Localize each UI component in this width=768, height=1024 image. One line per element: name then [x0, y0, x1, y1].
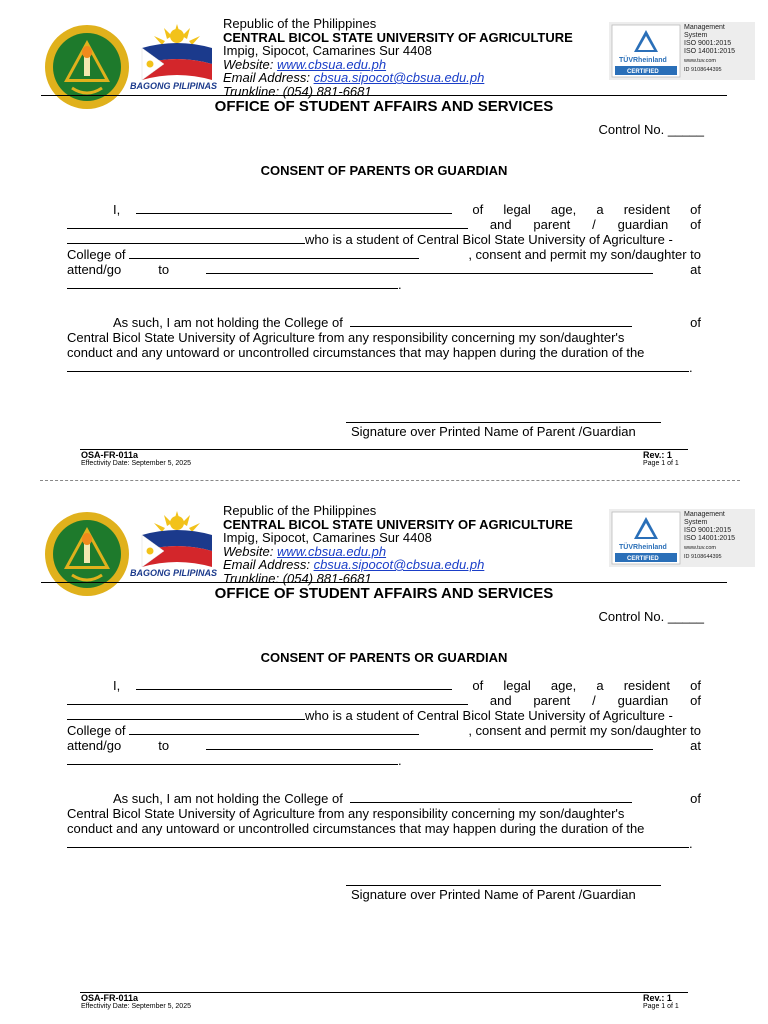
tuv-line4: ISO 14001:2015	[684, 535, 735, 542]
tuv-brand: TÜVRheinland	[619, 57, 667, 64]
consent-text: , consent and permit my son/daughter to	[468, 723, 701, 738]
tuv-line2: System	[684, 519, 708, 526]
consent-form-copy-1	[0, 0, 768, 480]
effectivity-date: Effectivity Date: September 5, 2025	[81, 1003, 191, 1010]
republic-text: Republic of the Philippines	[223, 503, 377, 518]
tuv-line3: ISO 9001:2015	[684, 40, 732, 47]
location-field[interactable]	[67, 277, 398, 289]
tuv-line1: Management	[684, 511, 725, 518]
website-label: Website:	[223, 543, 277, 559]
signature-line[interactable]	[346, 885, 661, 886]
student-name-field[interactable]	[67, 708, 305, 720]
word: resident	[623, 202, 670, 217]
word: age,	[550, 202, 577, 217]
body-line-9: conduct and any untoward or uncontrolled circumstances that may happen during the duration of the	[67, 821, 645, 836]
control-number[interactable]: Control No. _____	[598, 609, 704, 624]
website-label: Website:	[223, 56, 277, 72]
republic-text: Republic of the Philippines	[223, 16, 377, 31]
revision: Rev.: 1	[643, 993, 672, 1003]
body-line-7	[113, 791, 701, 806]
tuv-certified: CERTIFIED	[627, 556, 659, 562]
body-line-10	[67, 836, 693, 851]
website-link[interactable]: www.cbsua.edu.ph	[276, 543, 387, 559]
tuv-line6: ID 9108644395	[684, 553, 722, 560]
to-label: to	[158, 262, 170, 277]
word: of	[472, 202, 484, 217]
residence-field[interactable]	[67, 693, 468, 705]
word: and	[489, 693, 512, 708]
body-line-2	[67, 217, 701, 232]
word-i: I,	[113, 202, 121, 217]
word: of	[690, 678, 701, 693]
residence-field[interactable]	[67, 217, 468, 229]
word-i: I,	[113, 678, 121, 693]
word: of	[690, 315, 701, 330]
tuv-line4: ISO 14001:2015	[684, 48, 735, 55]
period: .	[689, 360, 693, 375]
parent-name-field[interactable]	[136, 678, 452, 690]
header-rule	[41, 95, 727, 96]
tuv-line2: System	[684, 32, 708, 39]
website-link[interactable]: www.cbsua.edu.ph	[276, 56, 387, 72]
email-label: Email Address:	[223, 557, 314, 572]
university-name: CENTRAL BICOL STATE UNIVERSITY OF AGRICULTURE	[223, 29, 573, 45]
revision: Rev.: 1	[643, 450, 672, 460]
page-number: Page 1 of 1	[643, 460, 679, 467]
signature-caption: Signature over Printed Name of Parent /Guardian	[351, 887, 636, 902]
body-line-5	[67, 738, 701, 753]
letterhead	[223, 504, 573, 585]
address-text: Impig, Sipocot, Camarines Sur 4408	[223, 43, 432, 58]
word: parent	[533, 217, 571, 232]
body-line-6	[67, 277, 402, 292]
word: age,	[550, 678, 577, 693]
college-field[interactable]	[129, 247, 419, 259]
college-field-2[interactable]	[350, 315, 632, 327]
tuv-brand: TÜVRheinland	[619, 544, 667, 551]
consent-text: , consent and permit my son/daughter to	[468, 247, 701, 262]
trunkline-text: Trunkline: (054) 881-6681	[223, 83, 372, 99]
signature-line[interactable]	[346, 422, 661, 423]
word: legal	[503, 678, 531, 693]
period: .	[689, 836, 693, 851]
tuv-line3: ISO 9001:2015	[684, 527, 732, 534]
word: parent	[533, 693, 571, 708]
body-line-5	[67, 262, 701, 277]
email-label: Email Address:	[223, 70, 314, 85]
word: /	[592, 693, 596, 708]
header-rule	[41, 582, 727, 583]
body-line-4	[67, 723, 701, 738]
attend-label: attend/go	[67, 738, 122, 753]
college-field[interactable]	[129, 723, 419, 735]
trunkline-text: Trunkline: (054) 881-6681	[223, 570, 372, 586]
word: of	[690, 693, 701, 708]
body-line-8: Central Bicol State University of Agriculture from any responsibility concerning my son/daughter's	[67, 330, 625, 345]
to-label: to	[158, 738, 170, 753]
bagong-pilipinas-label: BAGONG PILIPINAS	[130, 81, 218, 91]
word: of	[690, 217, 701, 232]
word: and	[489, 217, 512, 232]
word: resident	[623, 678, 670, 693]
parent-name-field[interactable]	[136, 202, 452, 214]
email-link[interactable]: cbsua.sipocot@cbsua.edu.ph	[313, 70, 485, 85]
bagong-pilipinas-label: BAGONG PILIPINAS	[130, 568, 218, 578]
word: of	[690, 791, 701, 806]
college-of-label: College of	[67, 247, 126, 262]
activity-field[interactable]	[67, 360, 689, 372]
office-title: OFFICE OF STUDENT AFFAIRS AND SERVICES	[214, 98, 554, 115]
word: of	[472, 678, 484, 693]
tuv-certified: CERTIFIED	[627, 69, 659, 75]
effectivity-date: Effectivity Date: September 5, 2025	[81, 460, 191, 467]
tuv-line6: ID 9108644395	[684, 66, 722, 73]
signature-caption: Signature over Printed Name of Parent /Guardian	[351, 424, 636, 439]
word: /	[592, 217, 596, 232]
body-line-1	[67, 678, 701, 693]
tuv-line5: www.tuv.com	[684, 545, 716, 551]
word: guardian	[617, 217, 669, 232]
body-line-3	[67, 232, 673, 247]
body-line-10	[67, 360, 693, 375]
form-title: CONSENT OF PARENTS OR GUARDIAN	[260, 163, 508, 178]
footer-rule	[80, 992, 688, 993]
destination-field[interactable]	[206, 262, 653, 274]
office-title: OFFICE OF STUDENT AFFAIRS AND SERVICES	[214, 585, 554, 602]
control-number[interactable]: Control No. _____	[598, 122, 704, 137]
body-line-7	[113, 315, 701, 330]
tuv-line1: Management	[684, 24, 725, 31]
student-text: who is a student of Central Bicol State University of Agriculture -	[305, 232, 673, 247]
at-label: at	[690, 738, 701, 753]
email-link[interactable]: cbsua.sipocot@cbsua.edu.ph	[313, 557, 485, 572]
college-of-label: College of	[67, 723, 126, 738]
footer-rule	[80, 449, 688, 450]
destination-field[interactable]	[206, 738, 653, 750]
address-text: Impig, Sipocot, Camarines Sur 4408	[223, 530, 432, 545]
location-field[interactable]	[67, 753, 398, 765]
word: a	[596, 678, 604, 693]
form-code: OSA-FR-011a	[81, 450, 139, 460]
period: .	[398, 277, 402, 292]
period: .	[398, 753, 402, 768]
body-line-6	[67, 753, 402, 768]
at-label: at	[690, 262, 701, 277]
consent-form-copy-2	[0, 487, 768, 1024]
form-code: OSA-FR-011a	[81, 993, 139, 1003]
body-line-8: Central Bicol State University of Agriculture from any responsibility concerning my son/daughter's	[67, 806, 625, 821]
word: legal	[503, 202, 531, 217]
university-name: CENTRAL BICOL STATE UNIVERSITY OF AGRICULTURE	[223, 516, 573, 532]
body-line-9: conduct and any untoward or uncontrolled circumstances that may happen during the duration of the	[67, 345, 645, 360]
word: guardian	[617, 693, 669, 708]
body-line-4	[67, 247, 701, 262]
attend-label: attend/go	[67, 262, 122, 277]
student-text: who is a student of Central Bicol State University of Agriculture -	[305, 708, 673, 723]
body-line-2	[67, 693, 701, 708]
letterhead	[223, 17, 573, 98]
form-title: CONSENT OF PARENTS OR GUARDIAN	[260, 650, 508, 665]
body-line-3	[67, 708, 673, 723]
word: of	[690, 202, 701, 217]
activity-field[interactable]	[67, 836, 689, 848]
tuv-line5: www.tuv.com	[684, 58, 716, 64]
page-number: Page 1 of 1	[643, 1003, 679, 1010]
college-field-2[interactable]	[350, 791, 632, 803]
cut-line	[40, 480, 740, 481]
body-line-1	[67, 202, 701, 217]
word: a	[596, 202, 604, 217]
as-such-text: As such, I am not holding the College of	[113, 791, 343, 806]
student-name-field[interactable]	[67, 232, 305, 244]
as-such-text: As such, I am not holding the College of	[113, 315, 343, 330]
